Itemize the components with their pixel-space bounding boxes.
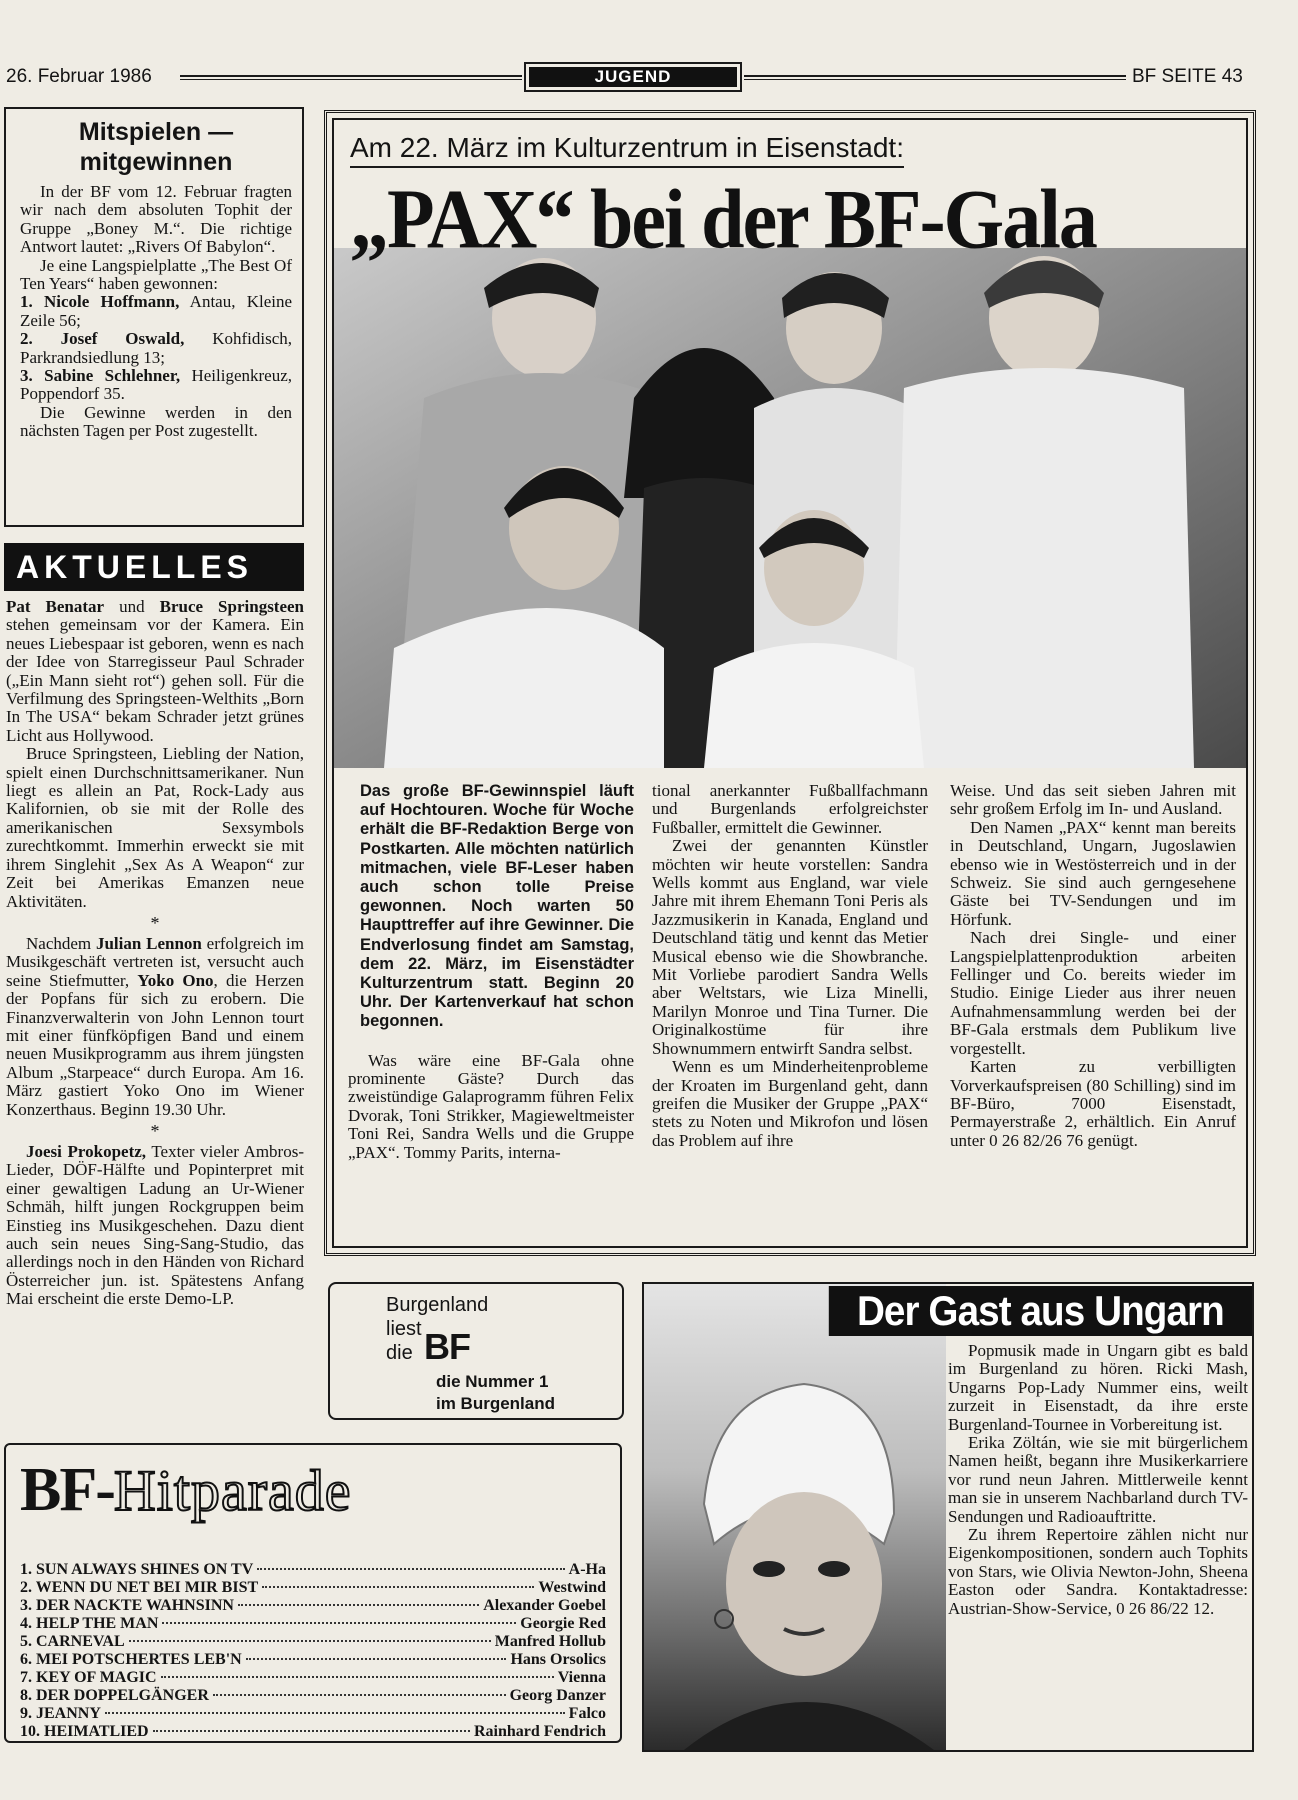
pax-col3-p2: Den Namen „PAX“ kennt man bereits in Deutschland, Ungarn, Jugoslawien ebenso wie in Westösterreich und in der Schweiz. Sie sind auch gerngesehene Gäste bei TV-Sendungen und im Hörfunk. bbox=[950, 817, 1236, 929]
page-header bbox=[0, 62, 1298, 94]
hitparade-title-rest: Hitparade bbox=[113, 1458, 352, 1523]
gast-p3: Zu ihrem Repertoire zählen nicht nur Eigenkompositionen, sondern auch Tophits von Stars, wie Olivia Newton-John, Sheena Easton oder Sandra. Kontaktadresse: Austrian-Show-Service, 0 26 86/22 12. bbox=[948, 1525, 1248, 1618]
promo-tag2: im Burgenland bbox=[436, 1394, 556, 1413]
contest-intro: In der BF vom 12. Februar fragten wir nach dem absoluten Tophit der Gruppe „Boney M.“. Die richtige Antwort lautet: „Rivers Of Babylon“. bbox=[20, 182, 292, 257]
pax-col3-p1: Weise. Und das seit sieben Jahren mit sehr großem Erfolg im In- und Ausland. bbox=[950, 781, 1236, 819]
gast-title: Der Gast aus Ungarn bbox=[829, 1286, 1252, 1336]
singer-photo bbox=[644, 1284, 946, 1750]
pax-col1 bbox=[348, 782, 634, 1162]
aktuelles-body bbox=[6, 598, 304, 1309]
winner-2: 2. Josef Oswald, Kohfidisch, Parkrandsiedlung 13; bbox=[20, 329, 292, 367]
hitparade-entry: 4. HELP THE MAN Georgie Red bbox=[20, 1615, 606, 1632]
pax-col3 bbox=[950, 782, 1236, 1150]
issue-date: 26. Februar 1986 bbox=[6, 66, 152, 87]
pax-headline: „PAX“ bei der BF-Gala bbox=[350, 171, 1096, 266]
hitparade-entry: 7. KEY OF MAGIC Vienna bbox=[20, 1669, 606, 1686]
separator-star-2: * bbox=[150, 1120, 160, 1141]
hitparade-entry: 6. MEI POTSCHERTES LEB'N Hans Orsolics bbox=[20, 1651, 606, 1668]
gast-p2: Erika Zöltán, wie sie mit bürgerlichem Namen heißt, begann ihre Musikerkarriere vor rund neun Jahren. Mittlerweile kennt man sie in unserem Nachbarland durch TV-Sendungen und Radioauftritte. bbox=[948, 1433, 1248, 1526]
contest-prize: Je eine Langspielplatte „The Best Of Ten Years“ haben gewonnen: bbox=[20, 255, 292, 294]
separator-star: * bbox=[150, 912, 160, 933]
winner-1: 1. Nicole Hoffmann, Antau, Kleine Zeile 56; bbox=[20, 292, 293, 330]
aktuelles-p3: Nachdem Julian Lennon erfolgreich im Musikgeschäft vertreten ist, versucht auch seine Stiefmutter, Yoko Ono, die Herzen der Popfans für sich zu erobern. Die Finanzverwalterin von John Lennon tourt mit einer fünfköpfigen Band und einem neuen Musikprogramm aus ihrem jüngsten Album „Starpeace“ durch Europa. Am 16. März gastiert Yoko Ono im Wiener Konzerthaus. Beginn 19.30 Uhr. bbox=[6, 933, 305, 1119]
promo-line3: die bbox=[386, 1342, 413, 1364]
aktuelles-p2: Bruce Springsteen, Liebling der Nation, spielt einen Durchschnittsamerikaner. Nun liegt es allein an Pat, Rock-Lady aus Kalifornien, ob sie mit der Rolle des amerikanischen Sexsymbols zurechtkommt. Immerhin erweckt sie mit ihrem Singlehit „Sex As A Weapon“ zur Zeit bei Amerikas Emanzen neue Aktivitäten. bbox=[6, 744, 304, 911]
section-label-box bbox=[524, 62, 742, 92]
promo-tag1: die Nummer 1 bbox=[436, 1372, 549, 1391]
hitparade-title bbox=[20, 1455, 606, 1527]
gast-p1: Popmusik made in Ungarn gibt es bald im Burgenland zu hören. Ricki Mash, Ungarns Pop-Lady Nummer eins, weilt zurzeit in Eisenstadt, da ihre erste Burgenland-Tournee in Vorbereitung ist. bbox=[948, 1341, 1248, 1434]
gast-box bbox=[642, 1282, 1254, 1752]
pax-col1-text: Was wäre eine BF-Gala ohne prominente Gäste? Durch das zweistündige Galaprogramm führen Felix Dvorak, Toni Strikker, Magieweltmeister Toni Rei, Sandra Wells und die Gruppe „PAX“. Tommy Parits, interna- bbox=[348, 1050, 634, 1162]
page-number: BF SEITE 43 bbox=[1132, 66, 1243, 87]
hitparade-title-bf: BF- bbox=[20, 1456, 114, 1524]
hitparade-entry: 3. DER NACKTE WAHNSINN Alexander Goebel bbox=[20, 1597, 606, 1614]
band-photo-graphic bbox=[334, 248, 1246, 768]
hitparade-entry: 8. DER DOPPELGÄNGER Georg Danzer bbox=[20, 1687, 606, 1704]
promo-bf-logo: BF bbox=[424, 1326, 470, 1367]
hitparade-entry: 5. CARNEVAL Manfred Hollub bbox=[20, 1633, 606, 1650]
gast-body bbox=[948, 1342, 1248, 1618]
aktuelles-p1: Pat Benatar und Bruce Springsteen stehen gemeinsam vor der Kamera. Ein neues Liebespaar ist geboren, wenn es nach der Idee von Starregisseur Paul Schrader („Ein Mann sieht rot“) gehen soll. Für die Verfilmung des Springsteen-Welthits „Born In The USA“ bekam Schrader jetzt grünes Licht aus Hollywood. bbox=[6, 597, 305, 745]
pax-col2-p2: Zwei der genannten Künstler möchten wir heute vorstellen: Sandra Wells kommt aus England, war viele Jahre mit ihrem Ehemann Toni Peris als Jazzmusikerin in Kanada, England und Deutschland tätig und kennt das Metier Musical ebenso wie die Showbranche. Mit Vorliebe parodiert Sandra Wells aber Weltstars, wie Liza Minelli, Marilyn Monroe und Tina Turner. Die Originalkostüme für ihre Shownummern entwirft Sandra selbst. bbox=[652, 836, 928, 1058]
pax-kicker: Am 22. März im Kulturzentrum in Eisenstadt: bbox=[350, 132, 904, 168]
contest-body bbox=[20, 183, 292, 441]
hitparade-entry: 10. HEIMATLIED Rainhard Fendrich bbox=[20, 1723, 606, 1740]
singer-photo-graphic bbox=[644, 1284, 946, 1750]
hitparade-box bbox=[4, 1443, 622, 1743]
hitparade-entry: 9. JEANNY Falco bbox=[20, 1705, 606, 1722]
pax-col2 bbox=[652, 782, 928, 1150]
pax-col3-p4: Karten zu verbilligten Vorverkaufspreisen (80 Schilling) sind im BF-Büro, 7000 Eisenstadt, Permayerstraße 2, erhältlich. Ein Anruf unter 0 26 82/26 76 genügt. bbox=[950, 1057, 1236, 1150]
hitparade-entry: 2. WENN DU NET BEI MIR BIST Westwind bbox=[20, 1579, 606, 1596]
promo-line1: Burgenland bbox=[386, 1294, 489, 1316]
promo-line2: liest bbox=[386, 1318, 422, 1340]
section-label: JUGEND bbox=[529, 67, 737, 87]
pax-lead: Das große BF-Gewinnspiel läuft auf Hochtouren. Woche für Woche erhält die BF-Redaktion Berge von Postkarten. Alle möchten natürlich mitmachen, viele BF-Leser haben auch schon tolle Preise gewonnen. Noch warten 50 Haupttreffer auf ihre Gewinner. Die Endverlosung findet am Samstag, dem 22. März, im Eisenstädter Kulturzentrum statt. Beginn 20 Uhr. Der Kartenverkauf hat schon begonnen. bbox=[360, 782, 634, 1031]
pax-col2-p3: Wenn es um Minderheitenprobleme der Kroaten im Burgenland geht, dann greifen die Musiker der Gruppe „PAX“ stets zu Noten und Mikrofon und lösen das Problem auf ihre bbox=[652, 1057, 928, 1150]
aktuelles-title: AKTUELLES bbox=[4, 543, 304, 591]
aktuelles-p4: Joesi Prokopetz, Texter vieler Ambros-Lieder, DÖF-Hälfte und Popinterpret mit einer gewaltigen Ladung an Ur-Wiener Schmäh, hilft jungen Rockgruppen beim Einstieg ins Musikgeschehen. Dazu dient auch sein neues Sing-Sang-Studio, das allerdings noch in den Händen von Richard Österreicher jun. ist. Spätestens Anfang Mai erscheint die erste Demo-LP. bbox=[6, 1141, 304, 1309]
contest-title: Mitspielen — mitgewinnen bbox=[78, 118, 234, 176]
promo-box bbox=[328, 1282, 624, 1420]
contest-footer: Die Gewinne werden in den nächsten Tagen per Post zugestellt. bbox=[20, 402, 292, 441]
contest-box bbox=[4, 107, 304, 527]
pax-col2-p1: tional anerkannter Fußballfachmann und Burgenlands erfolgreichster Fußballer, ermittelt die Gewinner. bbox=[652, 781, 928, 837]
hitparade-entry: 1. SUN ALWAYS SHINES ON TV A-Ha bbox=[20, 1561, 606, 1578]
band-photo bbox=[334, 248, 1246, 768]
hitparade-list bbox=[20, 1561, 606, 1741]
pax-col3-p3: Nach drei Single- und einer Langspielplattenproduktion arbeiten Fellinger und Co. bereits wieder im Studio. Einige Lieder aus ihrer neuen Aufnahmensammlung werden bei der BF-Gala erstmals dem Publikum live vorgestellt. bbox=[950, 928, 1236, 1058]
winner-3: 3. Sabine Schlehner, Heiligenkreuz, Poppendorf 35. bbox=[20, 366, 293, 404]
